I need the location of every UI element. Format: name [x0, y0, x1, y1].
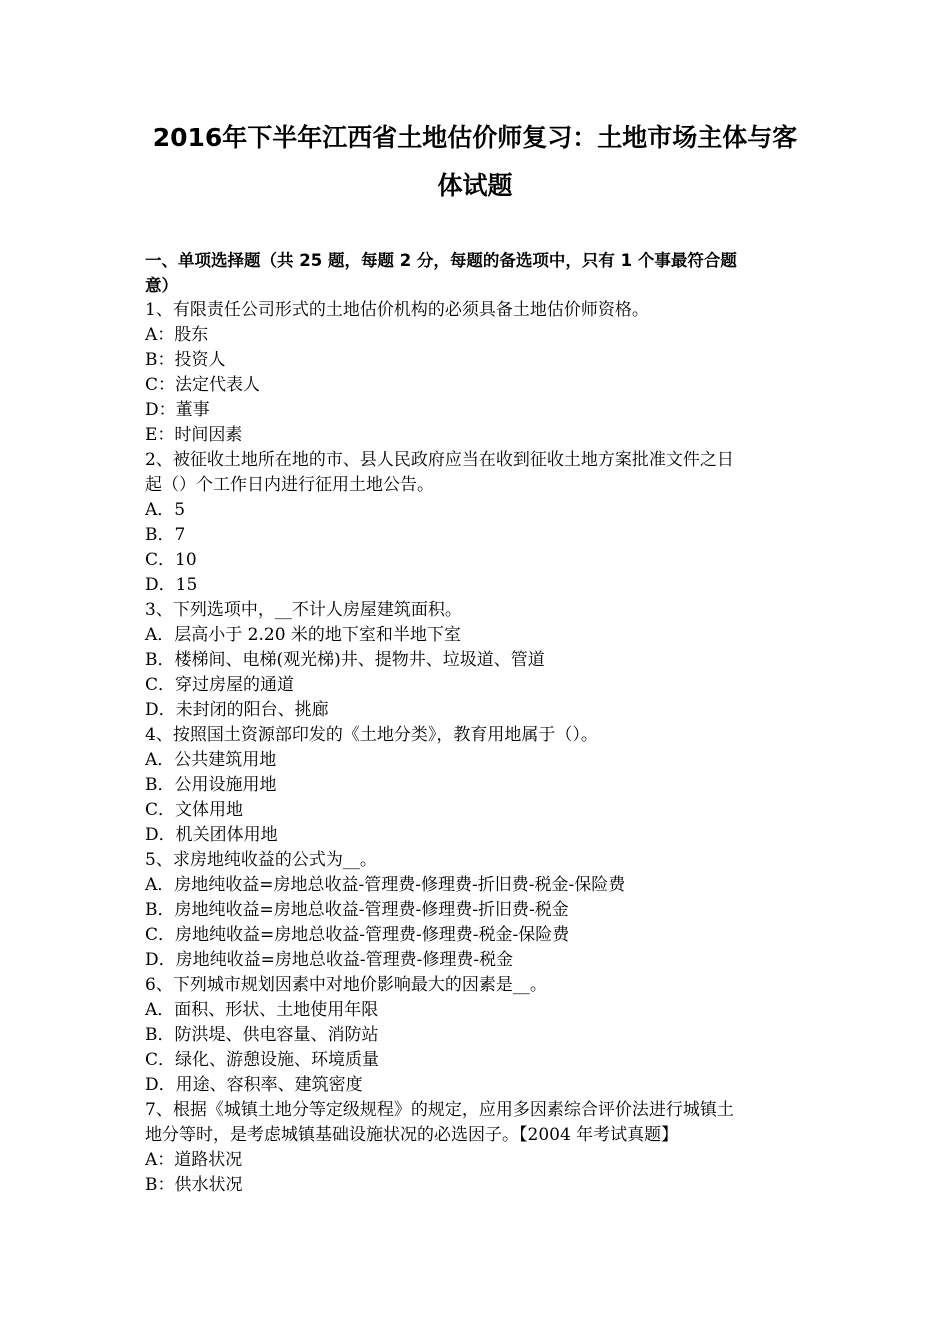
question-item	[145, 1098, 810, 1198]
question-item	[145, 298, 810, 448]
answer-option: B：供水状况	[145, 1175, 243, 1195]
document-title-line-2: 体试题	[437, 171, 513, 200]
answer-option: B：投资人	[145, 350, 226, 370]
answer-option: D：董事	[145, 400, 210, 420]
answer-option: B．防洪堤、供电容量、消防站	[145, 1025, 379, 1045]
answer-option: C．绿化、游憩设施、环境质量	[145, 1050, 380, 1070]
question-stem: 地分等时，是考虑城镇基础设施状况的必选因子。【2004 年考试真题】	[145, 1125, 679, 1145]
answer-option: C．文体用地	[145, 800, 244, 820]
question-stem: 4、按照国土资源部印发的《土地分类》，教育用地属于（）。	[145, 725, 598, 745]
answer-option: A．公共建筑用地	[145, 750, 277, 770]
question-stem: 2、被征收土地所在地的市、县人民政府应当在收到征收土地方案批准文件之日	[145, 450, 734, 470]
question-item	[145, 848, 810, 973]
answer-option: A：股东	[145, 325, 209, 345]
question-stem: 6、下列城市规划因素中对地价影响最大的因素是__。	[145, 975, 547, 995]
answer-option: C．房地纯收益=房地总收益-管理费-修理费-税金-保险费	[145, 925, 570, 945]
answer-option: A．面积、形状、土地使用年限	[145, 1000, 379, 1020]
question-item	[145, 973, 810, 1098]
section-heading-line-2: 意）	[145, 276, 178, 295]
answer-option: C：法定代表人	[145, 375, 261, 395]
answer-option: A．层高小于 2.20 米的地下室和半地下室	[145, 625, 461, 645]
answer-option: A．5	[145, 500, 186, 520]
answer-option: D．房地纯收益=房地总收益-管理费-修理费-税金	[145, 950, 514, 970]
answer-option: A．房地纯收益=房地总收益-管理费-修理费-折旧费-税金-保险费	[145, 875, 626, 895]
answer-option: D．未封闭的阳台、挑廊	[145, 700, 329, 720]
answer-option: B．公用设施用地	[145, 775, 277, 795]
question-item	[145, 448, 810, 598]
section-heading-line-1: 一、单项选择题（共 25 题，每题 2 分，每题的备选项中，只有 1 个事最符合题	[145, 251, 737, 270]
question-list	[145, 298, 810, 1198]
answer-option: C．10	[145, 550, 197, 570]
answer-option: C．穿过房屋的通道	[145, 675, 295, 695]
question-stem: 1、有限责任公司形式的土地估价机构的必须具备土地估价师资格。	[145, 300, 649, 320]
answer-option: B．楼梯间、电梯(观光梯)井、提物井、垃圾道、管道	[145, 650, 545, 670]
document-body	[145, 248, 810, 1198]
answer-option: B．房地纯收益=房地总收益-管理费-修理费-折旧费-税金	[145, 900, 569, 920]
answer-option: D．机关团体用地	[145, 825, 278, 845]
answer-option: A：道路状况	[145, 1150, 243, 1170]
question-stem: 起（）个工作日内进行征用土地公告。	[145, 475, 434, 495]
answer-option: E：时间因素	[145, 425, 243, 445]
question-item	[145, 723, 810, 848]
answer-option: B．7	[145, 525, 186, 545]
question-stem: 3、下列选项中，__不计人房屋建筑面积。	[145, 600, 462, 620]
question-stem: 5、求房地纯收益的公式为__。	[145, 850, 377, 870]
answer-option: D．用途、容积率、建筑密度	[145, 1075, 363, 1095]
question-stem: 7、根据《城镇土地分等定级规程》的规定，应用多因素综合评价法进行城镇土	[145, 1100, 734, 1120]
question-item	[145, 598, 810, 723]
answer-option: D．15	[145, 575, 198, 595]
document-title-line-1: 2016年下半年江西省土地估价师复习：土地市场主体与客	[152, 123, 798, 152]
